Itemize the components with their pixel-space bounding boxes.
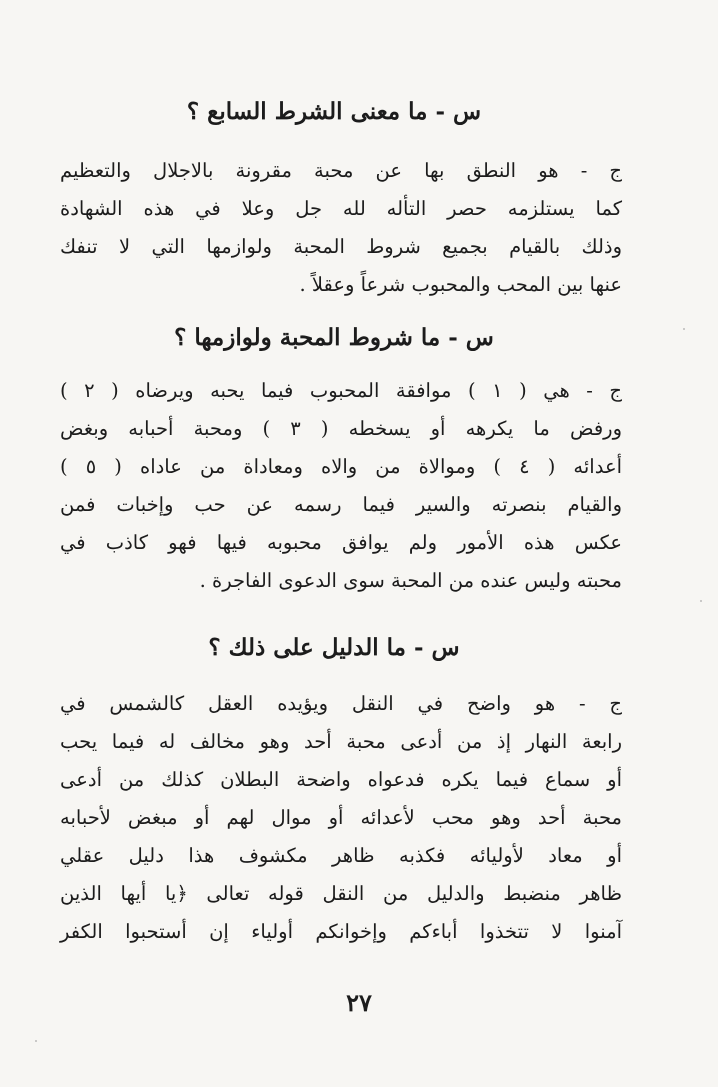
answer-paragraph (60, 685, 622, 951)
answer-line: والقيام بنصرته والسير فيما رسمه عن حب وإخبات فمن (60, 493, 622, 516)
question-heading: س - ما شروط المحبة ولوازمها ؟ (174, 324, 494, 351)
answer-line: عنها بين المحب والمحبوب شرعاً وعقلاً . (299, 273, 622, 296)
answer-line: أو معاد لأوليائه فكذبه ظاهر مكشوف هذا دليل عقلي (60, 844, 622, 867)
scan-speck (683, 328, 685, 330)
answer-line: ج - هي ( ١ ) موافقة المحبوب فيما يحبه ويرضاه ( ٢ ) (60, 379, 622, 402)
answer-line: عكس هذه الأمور ولم يوافق محبوبه فيها فهو كاذب في (60, 531, 622, 554)
answer-line: وذلك بالقيام بجميع شروط المحبة ولوازمها التي لا تنفك (60, 235, 622, 258)
answer-line: ج - هو النطق بها عن محبة مقرونة بالاجلال والتعظيم (60, 159, 622, 182)
answer-line: أو سماع فيما يكره فدعواه واضحة البطلان كذلك من أدعى (60, 768, 622, 791)
answer-line: ج - هو واضح في النقل ويؤيده العقل كالشمس في (60, 692, 622, 715)
answer-line: أعدائه ( ٤ ) وموالاة من والاه ومعاداة من عاداه ( ٥ ) (60, 455, 622, 478)
answer-paragraph (60, 372, 622, 600)
answer-line: رابعة النهار إذ من أدعى محبة أحد وهو مخالف له فيما يحب (60, 730, 622, 753)
scan-speck (700, 600, 702, 602)
answer-line: محبته وليس عنده من المحبة سوى الدعوى الفاجرة . (199, 569, 622, 592)
answer-line: ظاهر منضبط والدليل من النقل قوله تعالى ﴿يا أيها الذين (60, 882, 622, 905)
question-heading: س - ما الدليل على ذلك ؟ (208, 634, 460, 661)
question-heading: س - ما معنى الشرط السابع ؟ (186, 98, 482, 125)
answer-paragraph (60, 152, 622, 304)
answer-line: آمنوا لا تتخذوا أباءكم وإخوانكم أولياء إن أستحبوا الكفر (60, 920, 622, 943)
answer-line: ورفض ما يكرهه أو يسخطه ( ٣ ) ومحبة أحبابه وبغض (60, 417, 622, 440)
answer-line: محبة أحد وهو محب لأعدائه أو موال لهم أو مبغض لأحبابه (60, 806, 622, 829)
answer-line: كما يستلزمه حصر التأله لله جل وعلا في هذه الشهادة (60, 197, 622, 220)
page-number: ٢٧ (346, 988, 372, 1017)
scan-speck (35, 1040, 37, 1042)
